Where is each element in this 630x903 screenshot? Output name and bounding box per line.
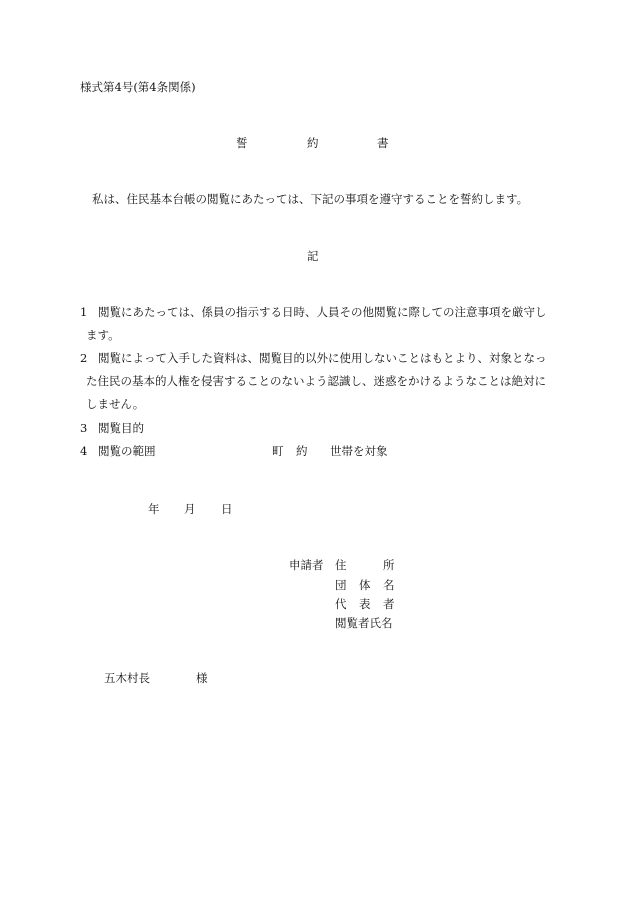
address-label: 住 — [335, 558, 347, 572]
applicant-label: 申請者 — [289, 558, 324, 572]
item-number: 1 — [80, 305, 88, 319]
representative-label: 者 — [383, 597, 395, 611]
title-char-2: 約 — [307, 136, 319, 150]
item-text-line: 閲覧にあたっては、係員の指示する日時、人員その他閲覧に際しての注意事項を厳守し — [98, 305, 547, 319]
scope-town-label: 町 — [272, 444, 284, 458]
item-text-line: 閲覧の範囲 — [98, 444, 156, 458]
organization-label: 体 — [359, 578, 371, 592]
item-number: 2 — [80, 351, 88, 365]
item-text-line: ます。 — [86, 328, 120, 342]
intro-paragraph: 私は、住民基本台帳の閲覧にあたっては、下記の事項を遵守することを誓約します。 — [92, 192, 529, 206]
scope-approx-label: 約 — [296, 444, 308, 458]
item-text-line: 閲覧目的 — [98, 421, 144, 435]
title-char-1: 誓 — [236, 136, 248, 150]
ki-heading: 記 — [307, 249, 319, 263]
representative-label: 代 — [335, 597, 347, 611]
scope-households-label: 世帯を対象 — [330, 444, 388, 458]
address-label: 所 — [383, 558, 395, 572]
item-text-line: た住民の基本的人権を侵害することのないよう認識し、迷惑をかけるようなことは絶対に — [86, 374, 546, 388]
addressee-honorific: 様 — [196, 671, 208, 685]
item-number: 4 — [80, 444, 88, 458]
form-number: 様式第4号(第4条関係) — [80, 80, 196, 94]
viewer-name-label: 閲覧者氏名 — [335, 616, 393, 630]
item-text-line: しません。 — [86, 397, 145, 411]
date-day-label: 日 — [221, 502, 233, 516]
title-char-3: 書 — [377, 136, 389, 150]
representative-label: 表 — [359, 597, 371, 611]
item-number: 3 — [80, 421, 88, 435]
organization-label: 名 — [383, 578, 395, 592]
item-text-line: 閲覧によって入手した資料は、閲覧目的以外に使用しないことはもとより、対象となっ — [98, 351, 547, 365]
organization-label: 団 — [335, 578, 347, 592]
date-month-label: 月 — [184, 502, 196, 516]
addressee-name: 五木村長 — [104, 671, 150, 685]
date-year-label: 年 — [148, 502, 160, 516]
